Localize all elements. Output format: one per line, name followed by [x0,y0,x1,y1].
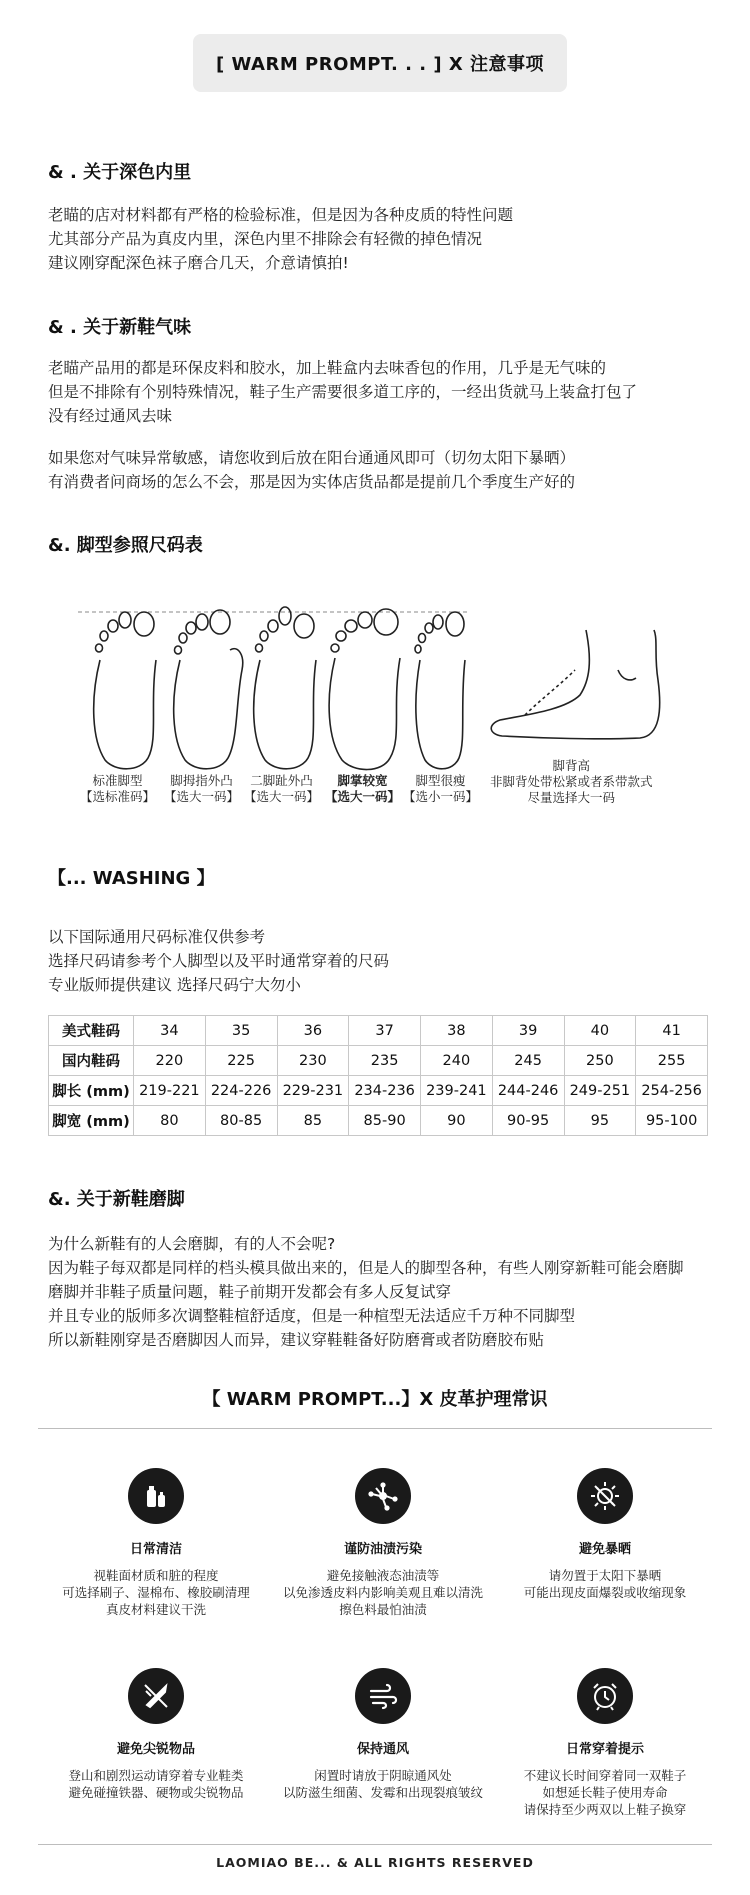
table-cell: 90 [421,1106,493,1136]
table-cell: 36 [277,1016,349,1046]
desc-line: 可能出现皮面爆裂或收缩现象 [523,1585,687,1600]
foot-type-advice: 非脚背处带松紧或者系带款式 [490,774,653,789]
blisters-text [48,1232,684,1352]
table-row [49,1046,708,1076]
table-cell: 229-231 [277,1076,349,1106]
table-cell: 80 [134,1106,206,1136]
table-cell: 41 [636,1016,708,1046]
text-line: 如果您对气味异常敏感，请您收到后放在阳台通通风即可（切勿太阳下暴晒） [48,449,576,467]
table-cell: 80-85 [205,1106,277,1136]
table-cell: 225 [205,1046,277,1076]
desc-line: 不建议长时间穿着同一双鞋子 [523,1768,687,1783]
care-item-desc [485,1767,725,1818]
care-item-ventilation [263,1668,503,1801]
desc-line: 以免渗透皮料内影响美观且难以清洗 [282,1585,483,1600]
foot-label-thin [403,773,478,805]
text-line: 建议刚穿配深色袜子磨合几天，介意请慎拍! [48,254,349,272]
table-cell: 244-246 [492,1076,564,1106]
row-header: 脚长 (mm) [49,1076,134,1106]
care-item-name: 保持通风 [356,1742,409,1757]
no-sun-icon [577,1468,633,1524]
text-line: 磨脚并非鞋子质量问题，鞋子前期开发都会有多人反复试穿 [48,1283,452,1301]
foot-shape-diagram [70,600,690,815]
foot-type-advice: 【选大一码】 [244,789,320,804]
desc-line: 擦色料最怕油渍 [339,1602,427,1617]
desc-line: 登山和剧烈运动请穿着专业鞋类 [68,1768,244,1783]
washing-text [48,925,389,997]
foot-type-name: 标准脚型 [92,773,143,788]
section-title-smell: & . 关于新鞋气味 [48,317,192,338]
text-line: 没有经过通风去味 [48,407,173,425]
text-line: 专业版师提供建议 选择尺码宁大勿小 [48,976,301,994]
care-item-name: 避免暴晒 [578,1542,631,1557]
table-cell: 255 [636,1046,708,1076]
care-item-desc [36,1767,276,1801]
care-item-sharp [36,1668,276,1801]
text-line: 老瞄的店对材料都有严格的检验标准，但是因为各种皮质的特性问题 [48,206,514,224]
care-item-desc [485,1567,725,1601]
table-cell: 85 [277,1106,349,1136]
section-title-dark-lining: & . 关于深色内里 [48,162,192,183]
care-item-name: 谨防油渍污染 [343,1542,422,1557]
table-cell: 95-100 [636,1106,708,1136]
text-line: 尤其部分产品为真皮内里，深色内里不排除会有轻微的掉色情况 [48,230,483,248]
text-line: 为什么新鞋有的人会磨脚，有的人不会呢? [48,1235,336,1253]
text-line: 以下国际通用尺码标准仅供参考 [48,928,266,946]
table-cell: 85-90 [349,1106,421,1136]
foot-label-second-toe [244,773,319,805]
foot-label-bunion [164,773,239,805]
foot-type-name: 脚背高 [552,758,591,773]
care-item-desc [263,1567,503,1618]
section-title-blisters: &. 关于新鞋磨脚 [48,1189,185,1210]
table-cell: 245 [492,1046,564,1076]
table-cell: 254-256 [636,1076,708,1106]
table-cell: 90-95 [492,1106,564,1136]
care-item-sun [485,1468,725,1601]
table-cell: 34 [134,1016,206,1046]
table-cell: 95 [564,1106,636,1136]
stain-splash-icon [355,1468,411,1524]
row-header: 国内鞋码 [49,1046,134,1076]
foot-label-standard [80,773,155,805]
table-cell: 239-241 [421,1076,493,1106]
table-row [49,1076,708,1106]
text-line: 因为鞋子每双都是同样的档头模具做出来的，但是人的脚型各种，有些人刚穿新鞋可能会磨脚 [48,1259,684,1277]
alarm-clock-icon [577,1668,633,1724]
table-cell: 39 [492,1016,564,1046]
divider [38,1844,712,1845]
size-chart-table [48,1015,708,1136]
desc-line: 以防滋生细菌、发霉和出现裂痕皱纹 [282,1785,483,1800]
desc-line: 真皮材料建议干洗 [105,1602,206,1617]
foot-type-name: 脚掌较宽 [337,773,388,788]
text-line: 并且专业的版师多次调整鞋楦舒适度，但是一种楦型无法适应千万种不同脚型 [48,1307,576,1325]
care-item-name: 避免尖锐物品 [116,1742,195,1757]
ventilation-wind-icon [355,1668,411,1724]
warm-prompt-banner: [ WARM PROMPT. . . ] X 注意事项 [193,34,567,92]
text-line: 所以新鞋刚穿是否磨脚因人而异，建议穿鞋鞋备好防磨膏或者防磨胶布贴 [48,1331,545,1349]
table-row [49,1106,708,1136]
care-item-daily-wear [485,1668,725,1818]
table-cell: 38 [421,1016,493,1046]
text-line: 有消费者问商场的怎么不会，那是因为实体店货品都是提前几个季度生产好的 [48,473,576,491]
foot-type-name: 二脚趾外凸 [250,773,313,788]
desc-line: 避免接触液态油渍等 [326,1568,440,1583]
text-line: 选择尺码请参考个人脚型以及平时通常穿着的尺码 [48,952,390,970]
table-cell: 249-251 [564,1076,636,1106]
care-item-name: 日常穿着提示 [565,1742,644,1757]
foot-type-advice: 【选大一码】 [325,789,401,804]
row-header: 脚宽 (mm) [49,1106,134,1136]
smell-text [48,356,637,428]
foot-type-name: 脚拇指外凸 [170,773,233,788]
table-row [49,1016,708,1046]
table-cell: 37 [349,1016,421,1046]
row-header: 美式鞋码 [49,1016,134,1046]
desc-line: 避免碰撞铁器、硬物或尖锐物品 [68,1785,244,1800]
care-item-desc [36,1567,276,1618]
foot-type-name: 脚型很瘦 [415,773,466,788]
desc-line: 请保持至少两双以上鞋子换穿 [523,1802,687,1817]
cleaning-bottles-icon [128,1468,184,1524]
table-cell: 219-221 [134,1076,206,1106]
foot-label-high-instep [490,758,653,806]
table-cell: 240 [421,1046,493,1076]
care-item-desc [263,1767,503,1801]
care-item-cleaning [36,1468,276,1618]
desc-line: 可选择刷子、湿棉布、橡胶刷清理 [62,1585,250,1600]
smell-text-2 [48,446,575,494]
footer-copyright: LAOMIAO BE... & ALL RIGHTS RESERVED [216,1855,534,1870]
desc-line: 请勿置于太阳下暴晒 [548,1568,662,1583]
foot-label-wide [325,773,400,805]
care-section-title: 【 WARM PROMPT...】X 皮革护理常识 [202,1389,548,1410]
text-line: 但是不排除有个别特殊情况，鞋子生产需要很多道工序的，一经出货就马上装盒打包了 [48,383,638,401]
text-line: 老瞄产品用的都是环保皮料和胶水，加上鞋盒内去味香包的作用，几乎是无气味的 [48,359,607,377]
divider [38,1428,712,1429]
care-item-name: 日常清洁 [129,1542,182,1557]
foot-type-advice: 【选大一码】 [164,789,240,804]
desc-line: 如想延长鞋子使用寿命 [542,1785,668,1800]
table-cell: 220 [134,1046,206,1076]
care-item-oil [263,1468,503,1618]
foot-type-advice: 【选小一码】 [403,789,479,804]
foot-type-advice: 尽量选择大一码 [527,790,616,805]
table-cell: 230 [277,1046,349,1076]
foot-type-advice: 【选标准码】 [80,789,156,804]
section-title-foot-chart: &. 脚型参照尺码表 [48,535,203,556]
table-cell: 235 [349,1046,421,1076]
table-cell: 250 [564,1046,636,1076]
dark-lining-text [48,203,513,275]
table-cell: 234-236 [349,1076,421,1106]
desc-line: 视鞋面材质和脏的程度 [93,1568,219,1583]
table-cell: 40 [564,1016,636,1046]
table-cell: 35 [205,1016,277,1046]
desc-line: 闲置时请放于阴晾通风处 [314,1768,452,1783]
section-title-washing: 【... WASHING 】 [48,868,215,889]
no-sharp-objects-icon [128,1668,184,1724]
table-cell: 224-226 [205,1076,277,1106]
foot-outlines-svg [70,600,690,775]
